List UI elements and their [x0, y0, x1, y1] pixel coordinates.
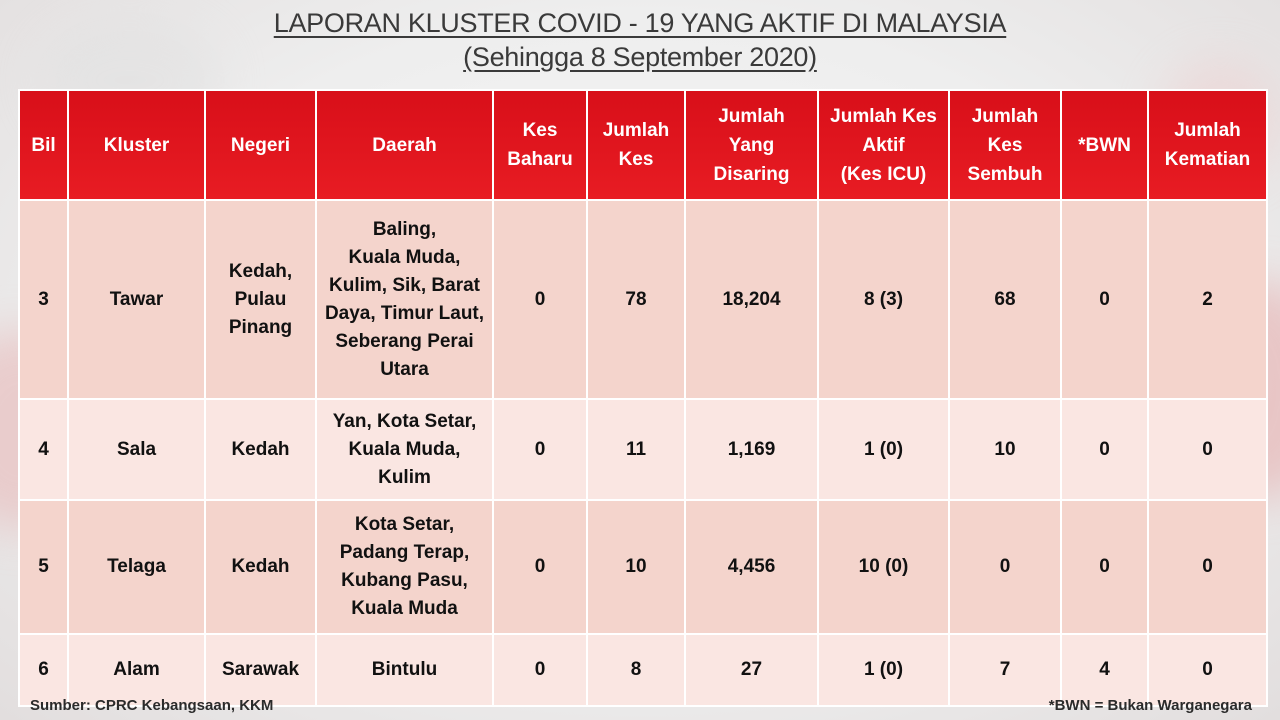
cell-kluster: Telaga — [68, 500, 205, 634]
bwn-footnote: *BWN = Bukan Warganegara — [1048, 697, 1252, 714]
cell-jumlah-kes: 8 — [587, 634, 685, 706]
cell-kes-baharu: 0 — [493, 200, 587, 399]
table-row — [19, 200, 1267, 399]
cell-kes-sembuh: 0 — [949, 500, 1061, 634]
cell-jumlah-kes: 10 — [587, 500, 685, 634]
cell-daerah: Kota Setar, Padang Terap, Kubang Pasu, Kuala Muda — [316, 500, 493, 634]
column-header-bwn: *BWN — [1061, 90, 1148, 200]
column-header-kes-aktif: Jumlah Kes Aktif (Kes ICU) — [818, 90, 949, 200]
cell-negeri: Sarawak — [205, 634, 316, 706]
cell-kluster: Sala — [68, 399, 205, 500]
cell-kes-sembuh: 7 — [949, 634, 1061, 706]
table-row — [19, 500, 1267, 634]
column-header-kes-baharu: Kes Baharu — [493, 90, 587, 200]
cell-jumlah-kes: 78 — [587, 200, 685, 399]
cell-kes-baharu: 0 — [493, 634, 587, 706]
table-row — [19, 634, 1267, 706]
column-header-kes-sembuh: Jumlah Kes Sembuh — [949, 90, 1061, 200]
source-note: Sumber: CPRC Kebangsaan, KKM — [30, 697, 274, 714]
table-header-row — [19, 90, 1267, 200]
cell-kematian: 0 — [1148, 399, 1267, 500]
cell-bil: 6 — [19, 634, 68, 706]
cell-jumlah-kes: 11 — [587, 399, 685, 500]
column-header-negeri: Negeri — [205, 90, 316, 200]
cell-negeri: Kedah — [205, 399, 316, 500]
cell-kluster: Tawar — [68, 200, 205, 399]
cell-bwn: 0 — [1061, 500, 1148, 634]
cell-kes-aktif: 10 (0) — [818, 500, 949, 634]
cell-bil: 5 — [19, 500, 68, 634]
cell-kematian: 0 — [1148, 500, 1267, 634]
column-header-daerah: Daerah — [316, 90, 493, 200]
cell-kes-aktif: 8 (3) — [818, 200, 949, 399]
cluster-table — [18, 89, 1268, 707]
column-header-jumlah-disaring: Jumlah Yang Disaring — [685, 90, 818, 200]
cell-bwn: 0 — [1061, 399, 1148, 500]
cell-kes-aktif: 1 (0) — [818, 634, 949, 706]
cell-kes-aktif: 1 (0) — [818, 399, 949, 500]
cell-daerah: Baling, Kuala Muda, Kulim, Sik, Barat Daya, Timur Laut, Seberang Perai Utara — [316, 200, 493, 399]
cell-kematian: 2 — [1148, 200, 1267, 399]
cell-kes-baharu: 0 — [493, 399, 587, 500]
column-header-jumlah-kes: Jumlah Kes — [587, 90, 685, 200]
cell-daerah: Yan, Kota Setar, Kuala Muda, Kulim — [316, 399, 493, 500]
table-row — [19, 399, 1267, 500]
cell-bwn: 0 — [1061, 200, 1148, 399]
cell-negeri: Kedah — [205, 500, 316, 634]
column-header-bil: Bil — [19, 90, 68, 200]
page-title: LAPORAN KLUSTER COVID - 19 YANG AKTIF DI MALAYSIA — [273, 8, 1007, 38]
cell-jumlah-disaring: 27 — [685, 634, 818, 706]
cell-jumlah-disaring: 4,456 — [685, 500, 818, 634]
cell-kes-sembuh: 68 — [949, 200, 1061, 399]
cell-daerah: Bintulu — [316, 634, 493, 706]
cell-kes-baharu: 0 — [493, 500, 587, 634]
column-header-kluster: Kluster — [68, 90, 205, 200]
cell-bil: 4 — [19, 399, 68, 500]
cell-kematian: 0 — [1148, 634, 1267, 706]
cell-kluster: Alam — [68, 634, 205, 706]
cell-bil: 3 — [19, 200, 68, 399]
cell-kes-sembuh: 10 — [949, 399, 1061, 500]
cell-jumlah-disaring: 1,169 — [685, 399, 818, 500]
cell-jumlah-disaring: 18,204 — [685, 200, 818, 399]
cell-negeri: Kedah, Pulau Pinang — [205, 200, 316, 399]
cell-bwn: 4 — [1061, 634, 1148, 706]
page-subtitle: (Sehingga 8 September 2020) — [463, 42, 817, 72]
column-header-kematian: Jumlah Kematian — [1148, 90, 1267, 200]
